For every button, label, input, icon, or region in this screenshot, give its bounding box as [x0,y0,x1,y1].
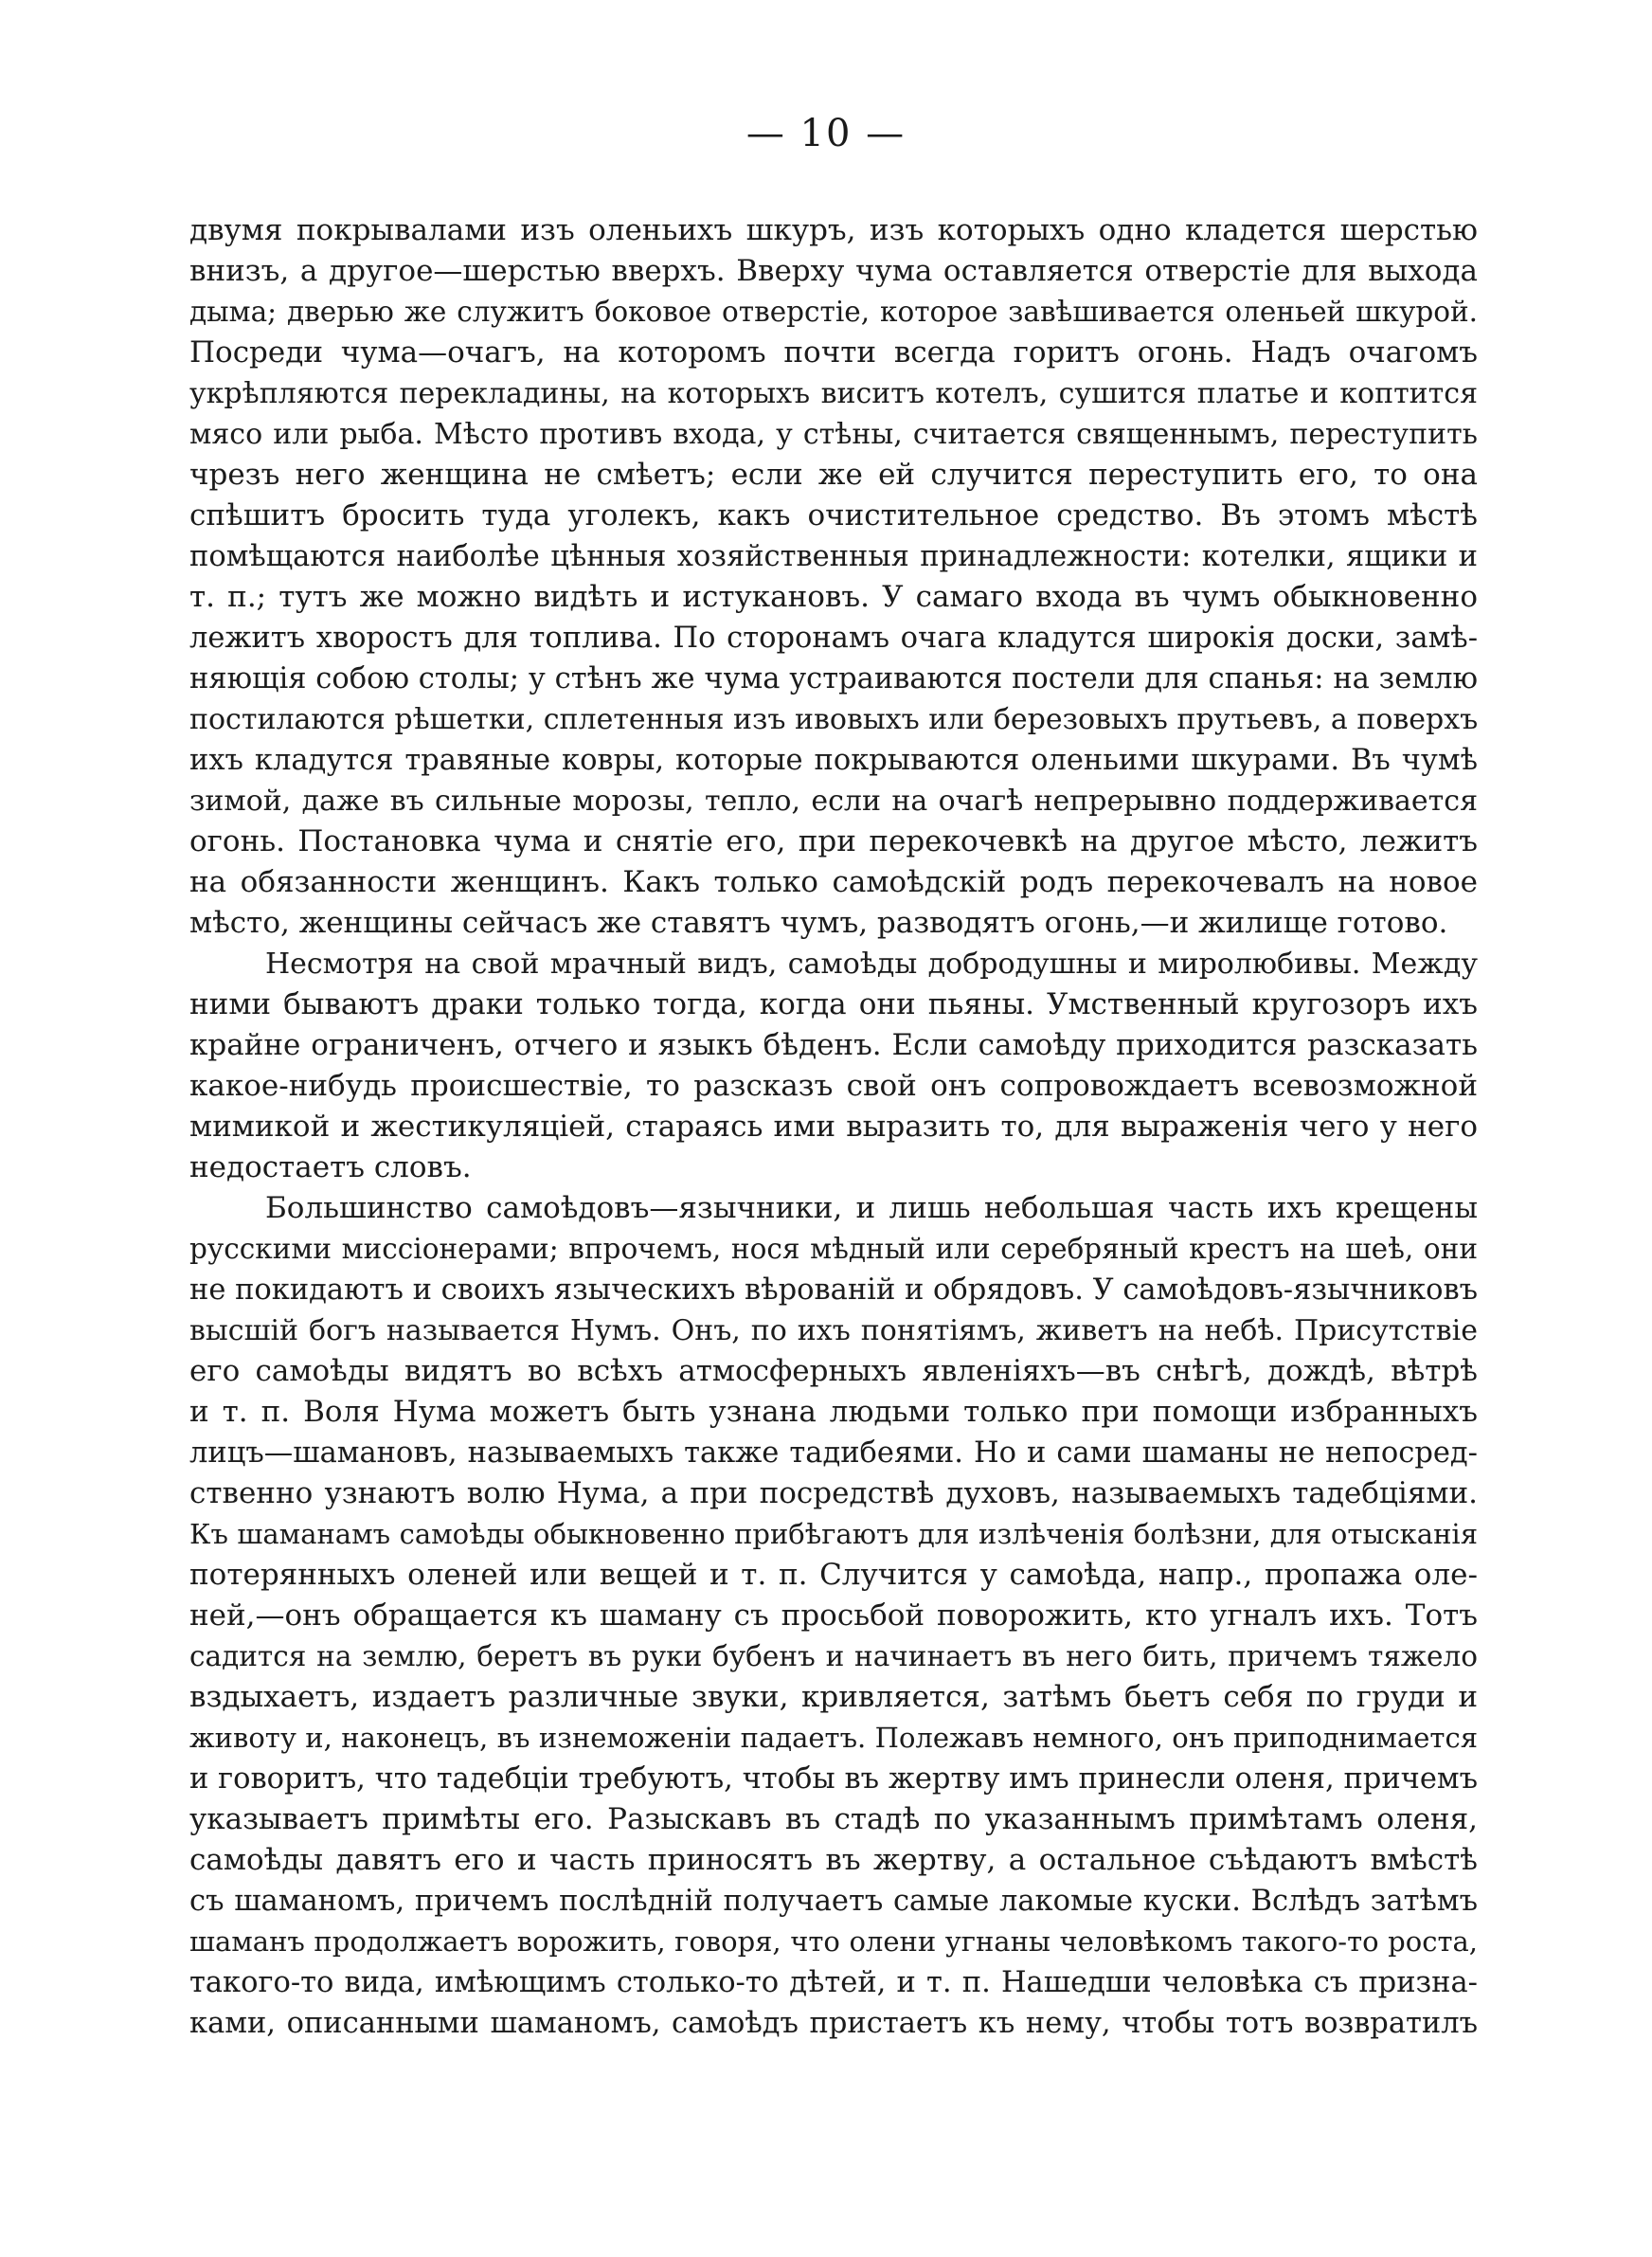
text-line: двумя покрывалами изъ оленьихъ шкуръ, изъ которыхъ одно кладется шерстью [189,213,1478,247]
text-line: потерянныхъ оленей или вещей и т. п. Случится у самоѣда, напр., пропажа оле- [189,1558,1478,1592]
text-line: мѣсто, женщины сейчасъ же ставятъ чумъ, разводятъ огонь,—и жилище готово. [189,906,1448,940]
text-line: Несмотря на свой мрачный видъ, самоѣды добродушны и миролюбивы. Между [265,948,1478,981]
text-line: чрезъ него женщина не смѣетъ; если же ей случится переступить его, то она [189,458,1478,492]
text-line: зимой, даже въ сильные морозы, тепло, если на очагѣ непрерывно поддерживается [189,785,1478,818]
text-line: указываетъ примѣты его. Разыскавъ въ стадѣ по указаннымъ примѣтамъ оленя, [189,1802,1478,1836]
text-line: лицъ—шамановъ, называемыхъ также тадибеями. Но и сами шаманы не непосред- [189,1436,1478,1470]
text-line: ками, описанными шаманомъ, самоѣдъ пристаетъ къ нему, чтобы тотъ возвратилъ [189,2007,1478,2040]
text-line: такого-то вида, имѣющимъ столько-то дѣтей, и т. п. Нашедши человѣка съ призна- [189,1966,1478,1999]
text-line: не покидаютъ и своихъ языческихъ вѣрованій и обрядовъ. У самоѣдовъ-язычниковъ [189,1273,1478,1307]
body-text [189,210,1478,2044]
text-line: самоѣды давятъ его и часть приносятъ въ жертву, а остальное съѣдаютъ вмѣстѣ [189,1843,1478,1877]
text-line: ней,—онъ обращается къ шаману съ просьбой поворожить, кто угналъ ихъ. Тотъ [189,1598,1478,1633]
text-line: крайне ограниченъ, отчего и языкъ бѣденъ. Если самоѣду приходится разсказать [189,1028,1478,1062]
text-line: недостаетъ словъ. [189,1150,472,1184]
text-line: Къ шаманамъ самоѣды обыкновенно прибѣгаютъ для излѣченія болѣзни, для отысканія [189,1518,1478,1550]
page-number: — 10 — [745,112,907,155]
text-line: его самоѣды видятъ во всѣхъ атмосферныхъ явленіяхъ—въ снѣгѣ, дождѣ, вѣтрѣ [189,1354,1478,1388]
text-line: Большинство самоѣдовъ—язычники, и лишь небольшая часть ихъ крещены [265,1191,1478,1225]
text-line: высшій богъ называется Нумъ. Онъ, по ихъ понятіямъ, живетъ на небѣ. Присутствіе [189,1314,1478,1347]
text-line: ними бываютъ драки только тогда, когда они пьяны. Умственный кругозоръ ихъ [189,987,1478,1021]
text-line: няющія собою столы; у стѣнъ же чума устраиваются постели для спанья: на землю [189,662,1478,695]
text-line: Посреди чума—очагъ, на которомъ почти всегда горитъ огонь. Надъ очагомъ [189,335,1478,370]
text-line: и т. п. Воля Нума можетъ быть узнана людьми только при помощи избранныхъ [189,1395,1478,1429]
text-line: на обязанности женщинъ. Какъ только самоѣдскій родъ перекочевалъ на новое [189,865,1478,899]
text-line: и говоритъ, что тадебціи требуютъ, чтобы въ жертву имъ принесли оленя, причемъ [189,1762,1478,1796]
text-line: постилаются рѣшетки, сплетенныя изъ ивовыхъ или березовыхъ прутьевъ, а поверхъ [189,703,1478,736]
text-line: огонь. Постановка чума и снятіе его, при перекочевкѣ на другое мѣсто, лежитъ [189,824,1478,858]
text-line: ственно узнаютъ волю Нума, а при посредствѣ духовъ, называемыхъ тадебціями. [189,1476,1478,1510]
text-line: помѣщаются наиболѣе цѣнныя хозяйственныя принадлежности: котелки, ящики и [189,540,1478,573]
text-line: мясо или рыба. Мѣсто противъ входа, у стѣны, считается священнымъ, переступить [189,418,1478,451]
text-line: животу и, наконецъ, въ изнеможеніи падаетъ. Полежавъ немного, онъ приподнимается [189,1722,1478,1754]
text-line: вздыхаетъ, издаетъ различные звуки, кривляется, затѣмъ бьетъ себя по груди и [189,1680,1478,1714]
text-line: укрѣпляются перекладины, на которыхъ виситъ котелъ, сушится платье и коптится [189,377,1478,410]
text-line: т. п.; тутъ же можно видѣть и истукановъ. У самаго входа въ чумъ обыкновенно [189,580,1478,614]
text-line: мимикой и жестикуляціей, стараясь ими выразить то, для выраженія чего у него [189,1110,1478,1144]
text-line: садится на землю, беретъ въ руки бубенъ и начинаетъ въ него бить, причемъ тяжело [189,1640,1478,1672]
text-line: русскими миссіонерами; впрочемъ, нося мѣдный или серебряный крестъ на шеѣ, они [189,1233,1478,1265]
text-line: дыма; дверью же служитъ боковое отверстіе, которое завѣшивается оленьей шкурой. [189,296,1478,328]
text-line: спѣшитъ бросить туда уголекъ, какъ очистительное средство. Въ этомъ мѣстѣ [189,498,1478,533]
text-line: шаманъ продолжаетъ ворожить, говоря, что олени угнаны человѣкомъ такого-то роста, [189,1925,1478,1958]
text-line: какое-нибудь происшествіе, то разсказъ свой онъ сопровождаетъ всевозможной [189,1069,1478,1103]
text-line: съ шаманомъ, причемъ послѣдній получаетъ самые лакомые куски. Вслѣдъ затѣмъ [189,1885,1478,1918]
text-line: ихъ кладутся травяные ковры, которые покрываются оленьими шкурами. Въ чумѣ [189,744,1478,777]
text-line: внизъ, а другое—шерстью вверхъ. Вверху чума оставляется отверстіе для выхода [189,254,1478,288]
text-line: лежитъ хворостъ для топлива. По сторонамъ очага кладутся широкія доски, замѣ- [189,622,1478,655]
